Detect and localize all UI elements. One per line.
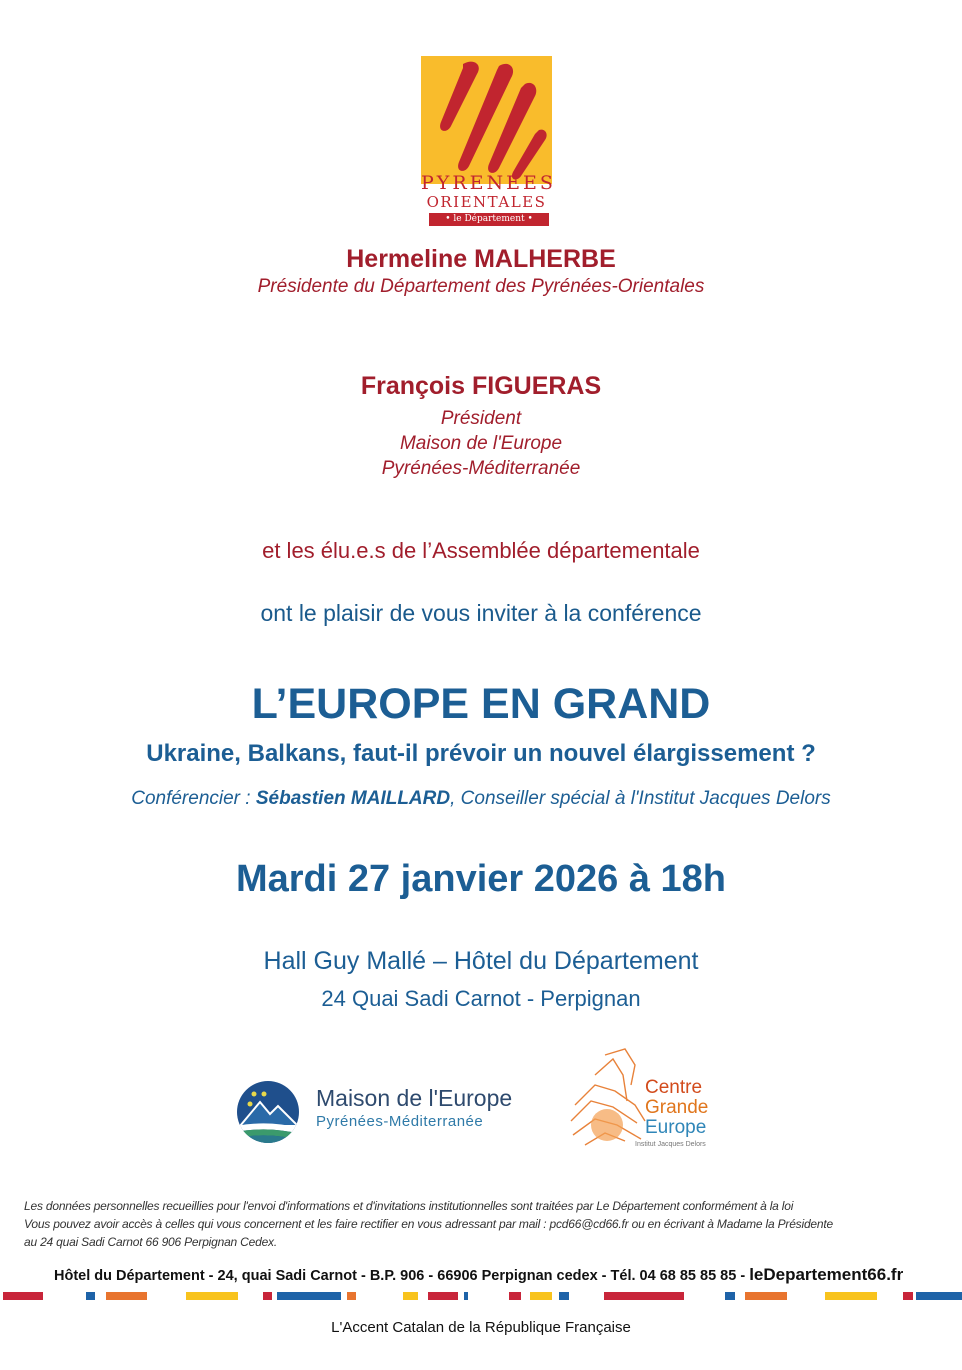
speaker-line: [0, 788, 962, 810]
cge-word-centre: Centre: [645, 1077, 703, 1098]
catalan-color-bar: [0, 1292, 962, 1301]
privacy-line: Les données personnelles recueillies pour l'envoi d'informations et d'invitations institutionnelles sont traitées par Le Département conformément à la loi: [24, 1199, 794, 1213]
color-bar-segment: [263, 1292, 272, 1300]
color-bar-segment: [903, 1292, 913, 1300]
color-bar-segment: [347, 1292, 356, 1300]
speaker-prefix: Conférencier :: [131, 788, 256, 809]
cge-word-grande: Grande: [645, 1097, 709, 1118]
privacy-line: au 24 quai Sadi Carnot 66 906 Perpignan Cedex.: [24, 1235, 277, 1249]
color-bar-segment: [745, 1292, 787, 1300]
color-bar-segment: [403, 1292, 418, 1300]
cge-subtitle: Institut Jacques Delors: [635, 1141, 706, 1148]
elected-officials-line: et les élu.e.s de l’Assemblée départementale: [262, 538, 700, 563]
logo-text-pyrenees: PYRENEES: [421, 172, 556, 194]
speaker-name: Sébastien MAILLARD: [255, 788, 451, 809]
color-bar-segment: [725, 1292, 735, 1300]
partner-role-line: Président: [440, 408, 522, 429]
color-bar-segment: [86, 1292, 95, 1300]
color-bar-segment: [916, 1292, 962, 1300]
color-bar-segment: [604, 1292, 684, 1300]
footer-address: [54, 1265, 934, 1285]
tagline: L'Accent Catalan de la République Française: [331, 1319, 631, 1336]
partner-role-line: Pyrénées-Méditerranée: [381, 458, 581, 479]
color-bar-segment: [559, 1292, 569, 1300]
privacy-line: Vous pouvez avoir accès à celles qui vous concernent et les faire rectifier en vous adressant par mail : pcd66@cd66.fr ou en écrivant à Madame la Présidente: [24, 1217, 833, 1231]
mountain-stars-icon: [236, 1080, 300, 1144]
event-venue: Hall Guy Mallé – Hôtel du Département: [263, 947, 699, 975]
logo-catalan-stripes-icon: [421, 56, 552, 184]
color-bar-segment: [3, 1292, 43, 1300]
color-bar-segment: [825, 1292, 877, 1300]
color-bar-segment: [106, 1292, 147, 1300]
speaker-title: , Conseiller spécial à l'Institut Jacques Delors: [450, 788, 831, 809]
event-date: Mardi 27 janvier 2026 à 18h: [235, 858, 727, 900]
logo-text-orientales: ORIENTALES: [426, 193, 547, 211]
invitation-intro: ont le plaisir de vous inviter à la conférence: [260, 600, 702, 626]
privacy-notice: [24, 1197, 954, 1251]
partner-name: François FIGUERAS: [360, 372, 602, 400]
color-bar-segment: [464, 1292, 468, 1300]
event-address: 24 Quai Sadi Carnot - Perpignan: [321, 986, 641, 1011]
maison-europe-region: Pyrénées-Méditerranée: [316, 1113, 484, 1130]
conference-title: L’EUROPE EN GRAND: [251, 680, 711, 728]
partner-role-line: Maison de l'Europe: [399, 433, 563, 454]
president-name: Hermeline MALHERBE: [346, 245, 616, 273]
color-bar-segment: [277, 1292, 341, 1300]
footer-address-text: Hôtel du Département - 24, quai Sadi Carnot - B.P. 906 - 66906 Perpignan cedex - Tél. 04 68 85 85 85 -: [54, 1268, 750, 1284]
logo-band: • le Département •: [429, 213, 549, 226]
maison-europe-logo: [236, 1080, 526, 1144]
pyrenees-orientales-logo: [421, 56, 556, 226]
color-bar-segment: [428, 1292, 458, 1300]
centre-grande-europe-logo: [565, 1045, 735, 1160]
color-bar-segment: [530, 1292, 552, 1300]
cge-word-europe: Europe: [645, 1117, 707, 1138]
conference-subtitle: Ukraine, Balkans, faut-il prévoir un nouvel élargissement ?: [146, 740, 816, 767]
color-bar-segment: [186, 1292, 238, 1300]
website-link[interactable]: leDepartement66.fr: [749, 1265, 904, 1284]
maison-europe-name: Maison de l'Europe: [316, 1085, 513, 1111]
president-role: Présidente du Département des Pyrénées-Orientales: [257, 276, 705, 297]
color-bar-segment: [509, 1292, 521, 1300]
